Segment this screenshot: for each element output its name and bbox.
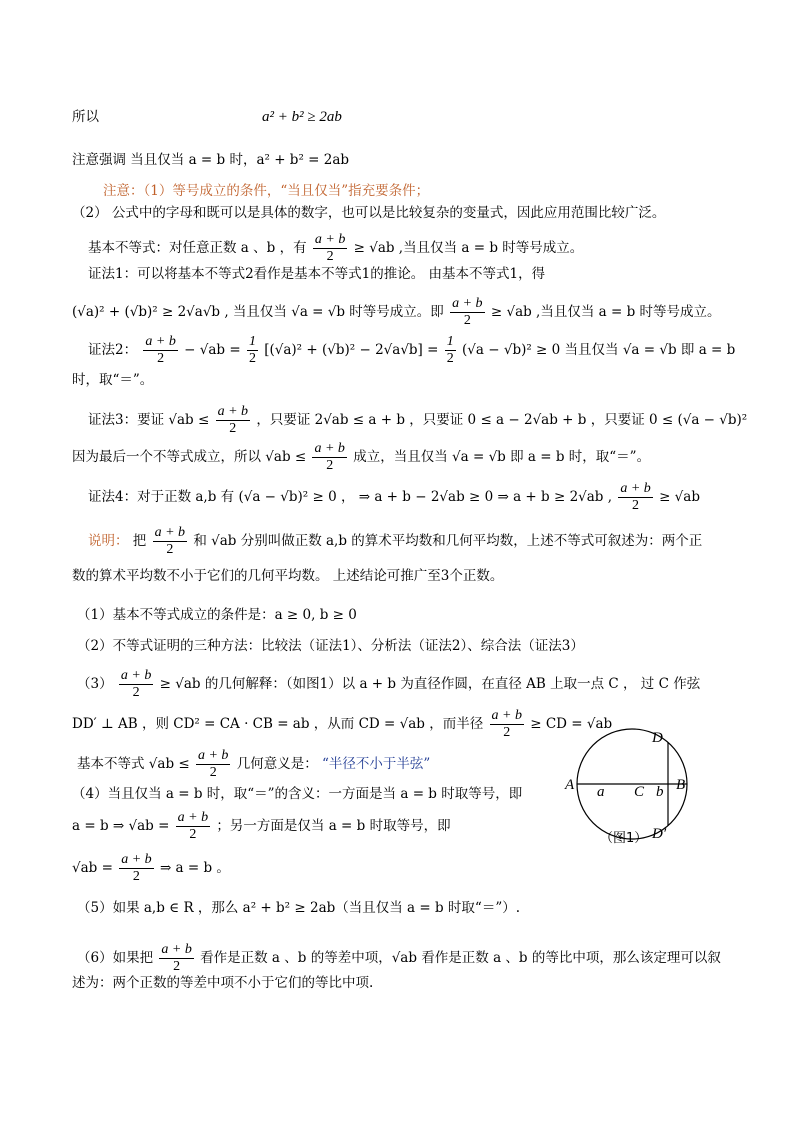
text-line: a = b ⇒ √ab = $\frac{a + b}{2}$ ；另一方面是仅当 a = b 时取等号，即 (72, 810, 451, 842)
fraction: $\frac{a + b}{2}$ (161, 942, 192, 974)
text-line: 注意强调 当且仅当 a = b 时，a² + b² = 2ab (72, 152, 350, 168)
text-line: (√a)² + (√b)² ≥ 2√a√b , 当且仅当 √a = √b 时等号成立。即 $\frac{a + b}{2}$ ≥ √ab ,当且仅当 a = b 时等号成立。 (72, 296, 721, 328)
text-line: （1）基本不等式成立的条件是：a ≥ 0, b ≥ 0 (77, 607, 357, 623)
fraction-half: $\frac{1}{2}$ (446, 334, 454, 366)
point-c-label: C (634, 784, 645, 800)
text-line: 证法2： $\frac{a + b}{2}$ − √ab = $\frac{1}{2}$ [(√a)² + (√b)² − 2√a√b] = $\frac{1}{2}$ (√a − √b)² ≥ 0 当且仅当 √a = √b 即 a = b (88, 334, 736, 366)
fraction: $\frac{a + b}{2}$ (177, 810, 209, 842)
text-line: √ab = $\frac{a + b}{2}$ ⇒ a = b 。 (72, 852, 230, 884)
figure-caption: （图1） (600, 831, 648, 846)
text-line: （5）如果 a,b ∈ R ，那么 a² + b² ≥ 2ab（当且仅当 a = b 时取“＝”）. (77, 900, 521, 916)
fraction: $\frac{a + b}{2}$ (121, 852, 152, 884)
text-line: 证法1：可以将基本不等式2看作是基本不等式1的推论。 由基本不等式1，得 (88, 266, 546, 282)
fraction: $\frac{a + b}{2}$ (314, 441, 345, 473)
text-line: （2） 公式中的字母和既可以是具体的数字，也可以是比较复杂的变量式，因此应用范围比较广泛。 (72, 205, 666, 221)
explanation-label: 说明： (88, 533, 129, 549)
text-line: 所以 (72, 109, 99, 125)
text-line: 时，取“＝”。 (72, 372, 154, 388)
text-line: 数的算术平均数不小于它们的几何平均数。 上述结论可推广至3个正数。 (72, 568, 504, 584)
fraction: $\frac{a + b}{2}$ (145, 334, 176, 366)
fraction: $\frac{a + b}{2}$ (620, 481, 651, 513)
fraction: $\frac{a + b}{2}$ (120, 668, 152, 700)
math-expression: a² + b² ≥ 2ab (262, 109, 342, 125)
fraction: $\frac{a + b}{2}$ (217, 404, 249, 436)
note-label: 注意：（1）等号成立的条件，“当且仅当”指充要条件； (103, 183, 430, 199)
text-line: 基本不等式：对任意正数 a 、b ，有 $\frac{a + b}{2}$ ≥ √ab ,当且仅当 a = b 时等号成立。 (88, 232, 584, 264)
point-dprime-label: D′ (652, 826, 667, 842)
text-line: 基本不等式 √ab ≤ $\frac{a + b}{2}$ 几何意义是： “半径不小于半弦” (77, 748, 431, 780)
point-a-label: A (565, 777, 575, 793)
text-line: （6）如果把 $\frac{a + b}{2}$ 看作是正数 a 、b 的等差中项，√ab 看作是正数 a 、b 的等比中项，那么该定理可以叙 (77, 942, 721, 974)
text-line: 因为最后一个不等式成立，所以 √ab ≤ $\frac{a + b}{2}$ 成立，当且仅当 √a = √b 即 a = b 时，取“＝”。 (72, 441, 651, 473)
fraction: $\frac{a + b}{2}$ (154, 525, 186, 557)
fraction: $\frac{a + b}{2}$ (314, 232, 346, 264)
text-line: DD′ ⊥ AB ，则 CD² = CA · CB = ab ，从而 CD = √ab ，而半径 $\frac{a + b}{2}$ ≥ CD = √ab (72, 708, 613, 740)
text-line: （3） $\frac{a + b}{2}$ ≥ √ab 的几何解释：（如图1）以 a + b 为直径作圆，在直径 AB 上取一点 C ， 过 C 作弦 (77, 668, 701, 700)
text-line: 述为：两个正数的等差中项不小于它们的等比中项. (72, 975, 374, 991)
segment-b-label: b (656, 784, 664, 800)
highlight-text: “半径不小于半弦” (322, 756, 431, 772)
text-line: （4）当且仅当 a = b 时，取“＝”的含义：一方面是当 a = b 时取等号，即 (72, 786, 523, 802)
fraction: $\frac{a + b}{2}$ (197, 748, 229, 780)
fraction: $\frac{a + b}{2}$ (491, 708, 522, 740)
text-line: 证法3：要证 √ab ≤ $\frac{a + b}{2}$ ，只要证 2√ab ≤ a + b ，只要证 0 ≤ a − 2√ab + b ，只要证 0 ≤ (√a − √b)² (88, 404, 748, 436)
fraction: $\frac{a + b}{2}$ (452, 296, 483, 328)
note-line (103, 181, 429, 201)
text-line: 证法4：对于正数 a,b 有 (√a − √b)² ≥ 0 ， ⇒ a + b − 2√ab ≥ 0 ⇒ a + b ≥ 2√ab , $\frac{a + b}{2}$ ≥ √ab (88, 481, 700, 513)
segment-a-label: a (597, 784, 605, 800)
text-line: 说明： 把 $\frac{a + b}{2}$ 和 √ab 分别叫做正数 a,b 的算术平均数和几何平均数，上述不等式可叙述为：两个正 (88, 525, 703, 557)
text-line: （2）不等式证明的三种方法：比较法（证法1）、分析法（证法2）、综合法（证法3） (77, 638, 584, 654)
point-d-label: D (652, 730, 663, 746)
point-b-label: B (676, 777, 686, 793)
fraction-half: $\frac{1}{2}$ (248, 334, 256, 366)
